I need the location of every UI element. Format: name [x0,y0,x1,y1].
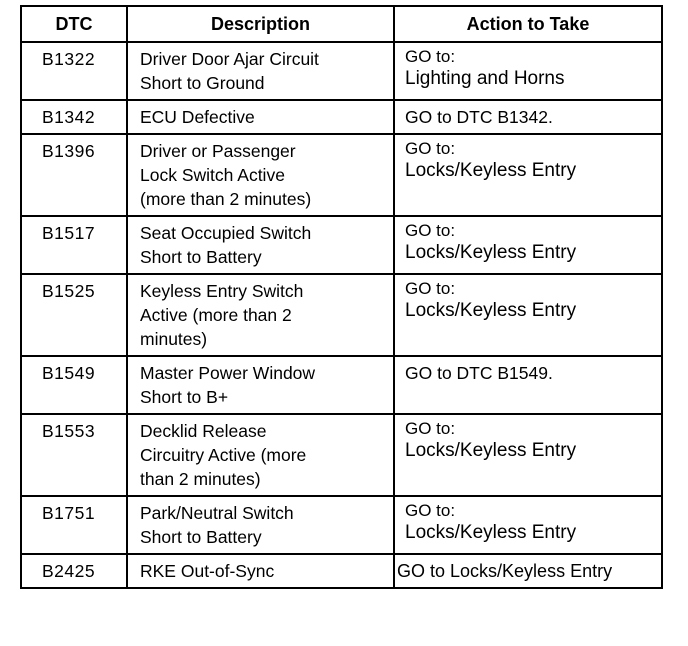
action-target: Locks/Keyless Entry [405,242,577,263]
header-description: Description [127,6,394,42]
action-prefix: GO to: [405,419,456,438]
table-row [21,100,662,134]
description-line: Park/Neutral Switch [140,503,294,523]
description-line: Short to Battery [140,527,262,547]
description-line: ECU Defective [140,107,255,127]
table-row [21,134,662,216]
action-cell [394,414,662,496]
action-prefix: GO to: [405,139,456,158]
action-cell [394,356,662,414]
description-line: Driver Door Ajar Circuit [140,49,319,69]
description-cell [127,100,394,134]
description-line: Lock Switch Active [140,165,285,185]
action-target: Locks/Keyless Entry [405,300,577,321]
dtc-code: B1553 [21,414,127,496]
dtc-table [20,5,663,589]
action-target: Lighting and Horns [405,68,565,89]
description-line: Short to B+ [140,387,229,407]
header-action: Action to Take [394,6,662,42]
action-cell [394,274,662,356]
description-cell [127,414,394,496]
table-row [21,496,662,554]
action-prefix: GO to: [405,279,456,298]
dtc-code: B1525 [21,274,127,356]
description-line: Active (more than 2 [140,305,292,325]
description-line: Seat Occupied Switch [140,223,312,243]
description-line: Master Power Window [140,363,316,383]
action-prefix: GO to: [405,47,456,66]
description-line: Driver or Passenger [140,141,296,161]
action-text: GO to DTC B1342. [405,107,553,127]
action-cell [394,100,662,134]
description-cell [127,496,394,554]
table-row [21,274,662,356]
table-row [21,414,662,496]
header-dtc: DTC [21,6,127,42]
action-text: GO to DTC B1549. [405,363,553,383]
table-row [21,42,662,100]
action-cell [394,496,662,554]
action-target: Locks/Keyless Entry [405,160,577,181]
description-cell [127,134,394,216]
description-line: Decklid Release [140,421,267,441]
description-line: RKE Out-of-Sync [140,561,275,581]
table-row [21,216,662,274]
action-cell [394,134,662,216]
description-cell [127,42,394,100]
description-line: Keyless Entry Switch [140,281,304,301]
dtc-code: B2425 [21,554,127,588]
dtc-code: B1322 [21,42,127,100]
action-cell [394,216,662,274]
description-cell [127,356,394,414]
table-row [21,356,662,414]
dtc-code: B1751 [21,496,127,554]
description-line: Circuitry Active (more [140,445,307,465]
dtc-code: B1517 [21,216,127,274]
dtc-code: B1342 [21,100,127,134]
action-prefix: GO to: [405,221,456,240]
description-cell [127,274,394,356]
action-text: GO to Locks/Keyless Entry [397,561,613,581]
action-cell [394,42,662,100]
description-cell [127,216,394,274]
description-line: (more than 2 minutes) [140,189,312,209]
dtc-code: B1396 [21,134,127,216]
table-header-row [21,6,662,42]
description-cell [127,554,394,588]
action-cell [394,554,662,588]
description-line: minutes) [140,329,208,349]
description-line: Short to Ground [140,73,265,93]
action-target: Locks/Keyless Entry [405,522,577,543]
description-line: than 2 minutes) [140,469,261,489]
action-target: Locks/Keyless Entry [405,440,577,461]
table-row [21,554,662,588]
description-line: Short to Battery [140,247,262,267]
dtc-code: B1549 [21,356,127,414]
action-prefix: GO to: [405,501,456,520]
